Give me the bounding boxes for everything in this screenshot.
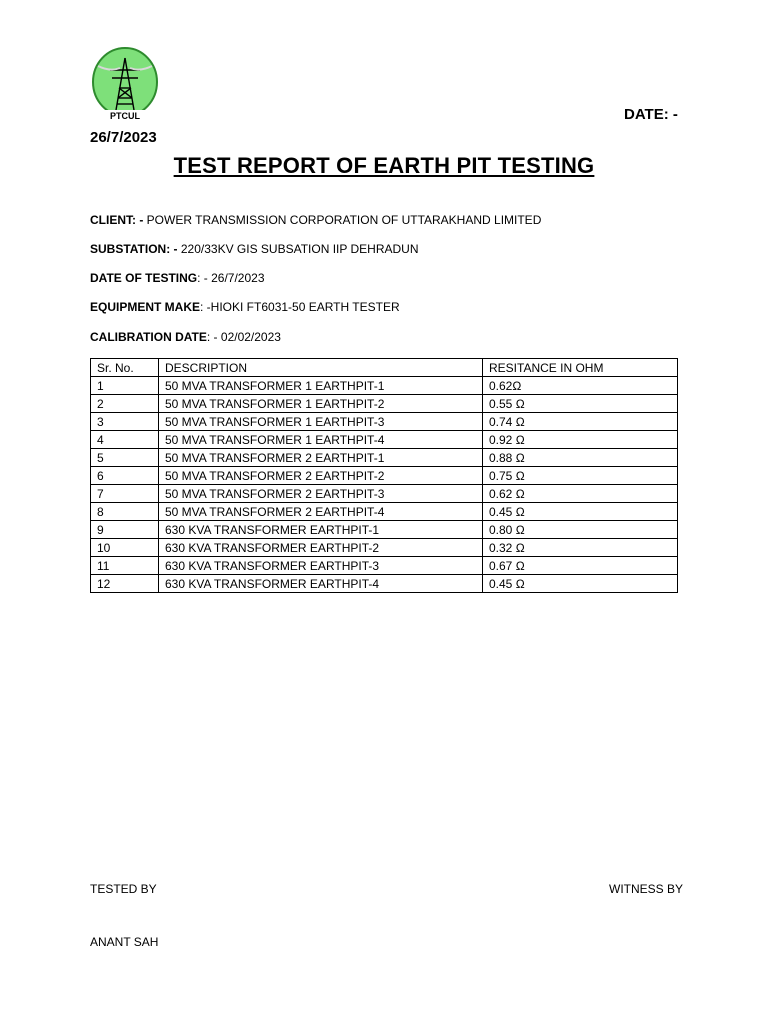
calibration-field: [90, 330, 281, 344]
date-of-testing-value: : - 26/7/2023: [197, 271, 265, 285]
tester-name: ANANT SAH: [90, 935, 159, 949]
cell-description: 630 KVA TRANSFORMER EARTHPIT-1: [159, 521, 483, 539]
cell-description: 50 MVA TRANSFORMER 2 EARTHPIT-3: [159, 485, 483, 503]
cell-resistance: 0.62 Ω: [483, 485, 678, 503]
cell-resistance: 0.74 Ω: [483, 413, 678, 431]
cell-resistance: 0.62Ω: [483, 377, 678, 395]
header-description: DESCRIPTION: [159, 359, 483, 377]
tested-by-label: TESTED BY: [90, 882, 157, 896]
table-row: [91, 521, 678, 539]
cell-resistance: 0.45 Ω: [483, 503, 678, 521]
cell-sr-no: 10: [91, 539, 159, 557]
client-value: POWER TRANSMISSION CORPORATION OF UTTARAKHAND LIMITED: [143, 213, 542, 227]
cell-sr-no: 5: [91, 449, 159, 467]
client-label: CLIENT: -: [90, 213, 144, 227]
table-row: [91, 449, 678, 467]
substation-field: [90, 242, 419, 256]
cell-resistance: 0.88 Ω: [483, 449, 678, 467]
table-row: [91, 539, 678, 557]
table-row: [91, 431, 678, 449]
report-date: 26/7/2023: [90, 129, 157, 146]
calibration-value: : - 02/02/2023: [206, 330, 281, 344]
cell-sr-no: 9: [91, 521, 159, 539]
table-row: [91, 503, 678, 521]
cell-resistance: 0.75 Ω: [483, 467, 678, 485]
cell-description: 630 KVA TRANSFORMER EARTHPIT-4: [159, 575, 483, 593]
header-sr-no: Sr. No.: [91, 359, 159, 377]
table-row: [91, 575, 678, 593]
cell-description: 50 MVA TRANSFORMER 1 EARTHPIT-4: [159, 431, 483, 449]
substation-value: 220/33KV GIS SUBSATION IIP DEHRADUN: [177, 242, 419, 256]
cell-resistance: 0.55 Ω: [483, 395, 678, 413]
cell-description: 50 MVA TRANSFORMER 1 EARTHPIT-2: [159, 395, 483, 413]
date-of-testing-label: DATE OF TESTING: [90, 271, 198, 285]
earth-pit-results-table: [90, 358, 678, 593]
cell-sr-no: 6: [91, 467, 159, 485]
cell-resistance: 0.92 Ω: [483, 431, 678, 449]
cell-description: 50 MVA TRANSFORMER 2 EARTHPIT-2: [159, 467, 483, 485]
table-row: [91, 467, 678, 485]
cell-sr-no: 1: [91, 377, 159, 395]
table-row: [91, 395, 678, 413]
witness-by-label: WITNESS BY: [609, 882, 684, 896]
cell-description: 50 MVA TRANSFORMER 1 EARTHPIT-1: [159, 377, 483, 395]
logo-text: PTCUL: [110, 111, 140, 121]
table-row: [91, 485, 678, 503]
cell-sr-no: 8: [91, 503, 159, 521]
date-of-testing-field: [90, 271, 265, 285]
cell-sr-no: 4: [91, 431, 159, 449]
date-label: DATE: -: [624, 106, 678, 123]
table-row: [91, 557, 678, 575]
cell-description: 50 MVA TRANSFORMER 2 EARTHPIT-4: [159, 503, 483, 521]
cell-description: 50 MVA TRANSFORMER 1 EARTHPIT-3: [159, 413, 483, 431]
table-header-row: [91, 359, 678, 377]
cell-sr-no: 11: [91, 557, 159, 575]
ptcul-logo: [90, 46, 160, 122]
cell-sr-no: 12: [91, 575, 159, 593]
table-row: [91, 377, 678, 395]
cell-description: 50 MVA TRANSFORMER 2 EARTHPIT-1: [159, 449, 483, 467]
cell-resistance: 0.80 Ω: [483, 521, 678, 539]
calibration-label: CALIBRATION DATE: [90, 330, 207, 344]
equipment-value: : -HIOKI FT6031-50 EARTH TESTER: [200, 300, 400, 314]
cell-resistance: 0.67 Ω: [483, 557, 678, 575]
cell-sr-no: 3: [91, 413, 159, 431]
header-resistance: RESITANCE IN OHM: [483, 359, 678, 377]
report-title: TEST REPORT OF EARTH PIT TESTING: [173, 153, 595, 178]
cell-resistance: 0.45 Ω: [483, 575, 678, 593]
equipment-field: [90, 300, 400, 314]
cell-sr-no: 7: [91, 485, 159, 503]
cell-sr-no: 2: [91, 395, 159, 413]
cell-description: 630 KVA TRANSFORMER EARTHPIT-2: [159, 539, 483, 557]
equipment-label: EQUIPMENT MAKE: [90, 300, 201, 314]
substation-label: SUBSTATION: -: [90, 242, 178, 256]
cell-description: 630 KVA TRANSFORMER EARTHPIT-3: [159, 557, 483, 575]
client-field: [90, 213, 541, 227]
cell-resistance: 0.32 Ω: [483, 539, 678, 557]
table-row: [91, 413, 678, 431]
